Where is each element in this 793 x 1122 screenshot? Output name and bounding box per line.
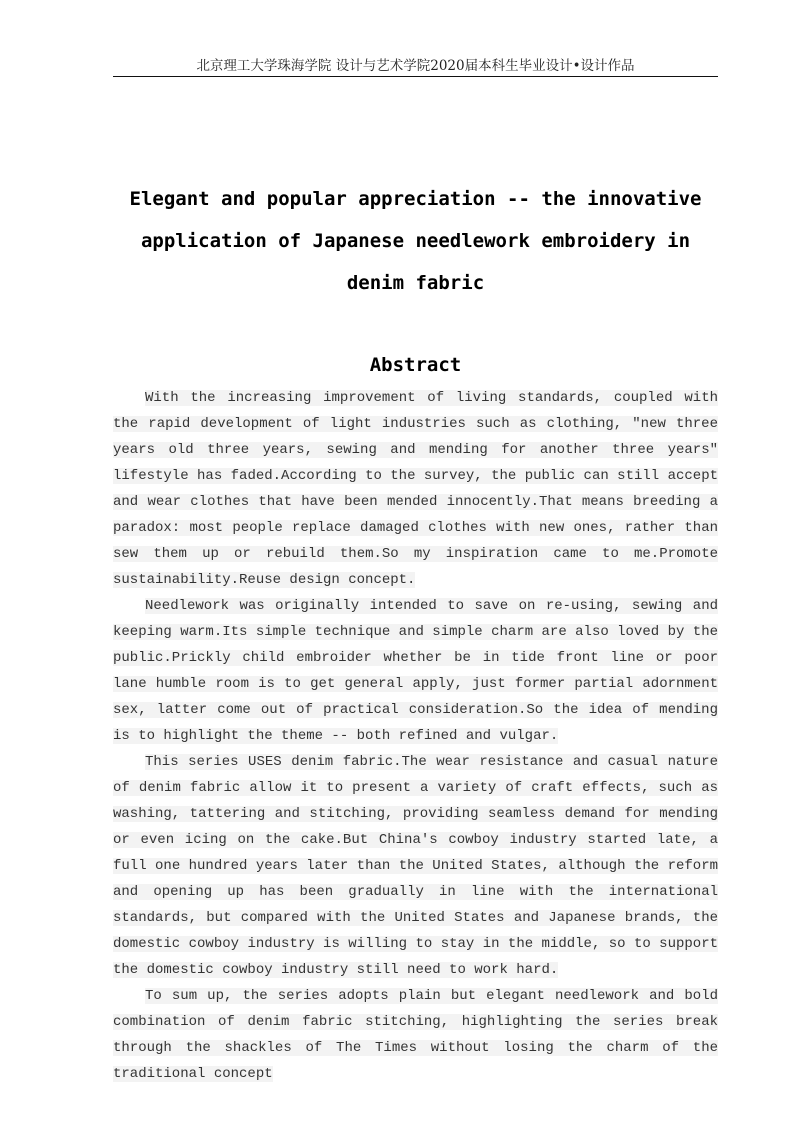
- abstract-paragraph-4-text: To sum up, the series adopts plain but elegant needlework and bold combination of denim fabric stitching, highlighting the series break through the shackles of The Times without losing the charm of the traditional concept: [113, 988, 718, 1082]
- abstract-paragraph-1-text: With the increasing improvement of living standards, coupled with the rapid development of light industries such as clothing, "new three years old three years, sewing and mending for another three years" lifestyle has faded.According to the survey, the public can still accept and wear clothes that have been mended innocently.That means breeding a paradox: most people replace damaged clothes with new ones, rather than sew them up or rebuild them.So my inspiration came to me.Promote sustainability.Reuse design concept.: [113, 390, 718, 588]
- abstract-paragraph-3: [113, 749, 718, 983]
- abstract-paragraph-3-text: This series USES denim fabric.The wear resistance and casual nature of denim fabric allow it to present a variety of craft effects, such as washing, tattering and stitching, providing seamless demand for mending or even icing on the cake.But China's cowboy industry started late, a full one hundred years later than the United States, although the reform and opening up has been gradually in line with the international standards, but compared with the United States and Japanese brands, the domestic cowboy industry is willing to stay in the middle, so to support the domestic cowboy industry still need to work hard.: [113, 754, 718, 978]
- abstract-body: [113, 385, 718, 1087]
- abstract-paragraph-2-text: Needlework was originally intended to save on re-using, sewing and keeping warm.Its simple technique and simple charm are also loved by the public.Prickly child embroider whether be in tide front line or poor lane humble room is to get general apply, just former partial adornment sex, latter come out of practical consideration.So the idea of mending is to highlight the theme -- both refined and vulgar.: [113, 598, 718, 744]
- abstract-paragraph-2: [113, 593, 718, 749]
- abstract-heading: Abstract: [369, 354, 462, 376]
- running-header: 北京理工大学珠海学院 设计与艺术学院2020届本科生毕业设计•设计作品: [196, 58, 635, 74]
- abstract-paragraph-1: [113, 385, 718, 593]
- abstract-paragraph-4: [113, 983, 718, 1087]
- header-divider: [113, 76, 718, 77]
- document-title: Elegant and popular appreciation -- the innovative application of Japanese needlework embroidery in denim fabric: [129, 188, 702, 294]
